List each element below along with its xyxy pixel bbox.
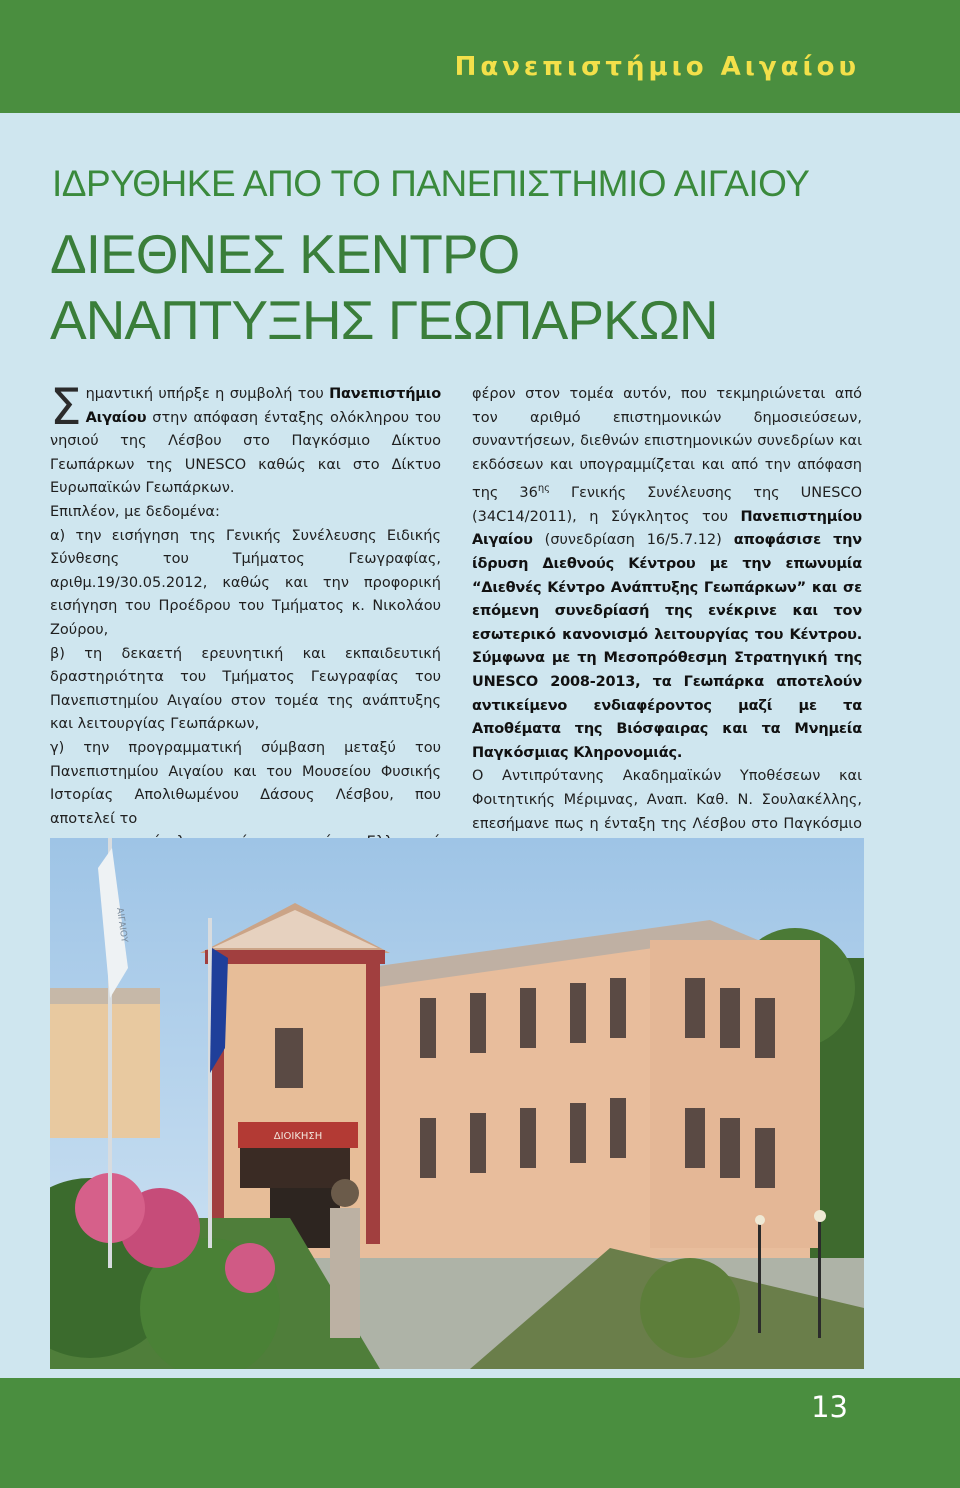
paragraph: Ο Αντιπρύτανης Ακαδημαϊκών Υποθέσεων και Φοιτητικής Μέριμνας, Αναπ. Καθ. Ν. Σουλακέλλης, επεσήμανε πως η ένταξη της Λέσβου στο Παγκόσμιο bbox=[472, 768, 862, 832]
kicker: ΙΔΡΥΘΗΚΕ ΑΠΟ ΤΟ ΠΑΝΕΠΙΣΤΗΜΙΟ ΑΙΓΑΙΟΥ bbox=[52, 163, 810, 204]
paragraph bbox=[472, 383, 862, 765]
highlight: Πανεπιστήμιο Αιγαίου bbox=[85, 386, 441, 426]
paragraph-text: Γενικής Συνέλευσης της UNESCO (34C14/2011), η Σύγκλητος του bbox=[472, 485, 862, 525]
paragraph: Επιπλέον, με δεδομένα: bbox=[50, 503, 220, 520]
building-sign: ΔΙΟΙΚΗΣΗ bbox=[273, 1131, 323, 1142]
paragraph bbox=[50, 378, 441, 501]
section-title: Πανεπιστήμιο Αιγαίου bbox=[454, 52, 860, 82]
drop-cap: Σ bbox=[50, 378, 82, 436]
paragraph-text: στην απόφαση ένταξης ολόκληρου του νησιού της Λέσβου στο Παγκόσμιο Δίκτυο Γεωπάρκων της UNESCO καθώς και στο Δίκτυο Ευρωπαϊκών Γεωπάρκων. bbox=[50, 409, 441, 497]
headline-line-1: ΔΙΕΘΝΕΣ ΚΕΝΤΡΟ bbox=[50, 223, 520, 285]
paragraph-text: φέρον στον τομέα αυτόν, που τεκμηριώνεται από τον αριθμό επιστημονικών δημοσιεύσεων, συναντήσεων, διεθνών επιστημονικών συνεδρίων και εκδόσεων και υπογραμμίζεται και από την απόφαση της 36 bbox=[472, 386, 862, 502]
highlight: Πανεπιστημίου Αιγαίου bbox=[472, 508, 862, 549]
highlight: αποφάσισε την ίδρυση Διεθνούς Κέντρου με την επωνυμία “Διεθνές Κέντρο Ανάπτυξης Γεωπάρκων” και σε επόμενη συνεδρίασή της ενέκρινε και τον εσωτερικό κανονισμό λειτουργίας του Κέντρου. Σύμφωνα με τη Μεσοπρόθεσμη Στρατηγική της UNESCO 2008-2013, τα Γεωπάρκα αποτελούν αντικείμενο ενδιαφέροντος μαζί με τα Αποθέματα της Βιόσφαιρας και τα Μνημεία Παγκόσμιας Κληρονομιάς. bbox=[472, 532, 862, 761]
paragraph: α) την εισήγηση της Γενικής Συνέλευσης Ειδικής Σύνθεσης του Τμήματος Γεωγραφίας, αριθμ.19/30.05.2012, καθώς και την προφορική εισήγηση του Προέδρου του Τμήματος κ. Νικολάου Ζούρου, bbox=[50, 527, 441, 638]
paragraph-text: ημαντική υπήρξε η συμβολή του bbox=[85, 386, 330, 402]
headline bbox=[50, 221, 718, 353]
superscript: ης bbox=[537, 483, 551, 495]
page-number: 13 bbox=[811, 1390, 848, 1424]
flag-text: ΑΙΓΑΙΟΥ bbox=[114, 907, 129, 944]
paragraph-text: (συνεδρίαση 16/5.7.12) bbox=[532, 532, 734, 549]
paragraph: β) τη δεκαετή ερευνητική και εκπαιδευτική δραστηριότητα του Τμήματος Γεωγραφίας του Πανεπιστημίου Αιγαίου στον τομέα της ανάπτυξης και λειτουργίας Γεωπάρκων, bbox=[50, 645, 441, 733]
paragraph: γ) την προγραμματική σύμβαση μεταξύ του Πανεπιστημίου Αιγαίου και του Μουσείου Φυσικής Ιστορίας Απολιθωμένου Δάσους Λέσβου, που αποτελεί το bbox=[50, 739, 441, 827]
building-photo bbox=[50, 838, 864, 1369]
headline-line-2: ΑΝΑΠΤΥΞΗΣ ΓΕΩΠΑΡΚΩΝ bbox=[50, 289, 718, 351]
